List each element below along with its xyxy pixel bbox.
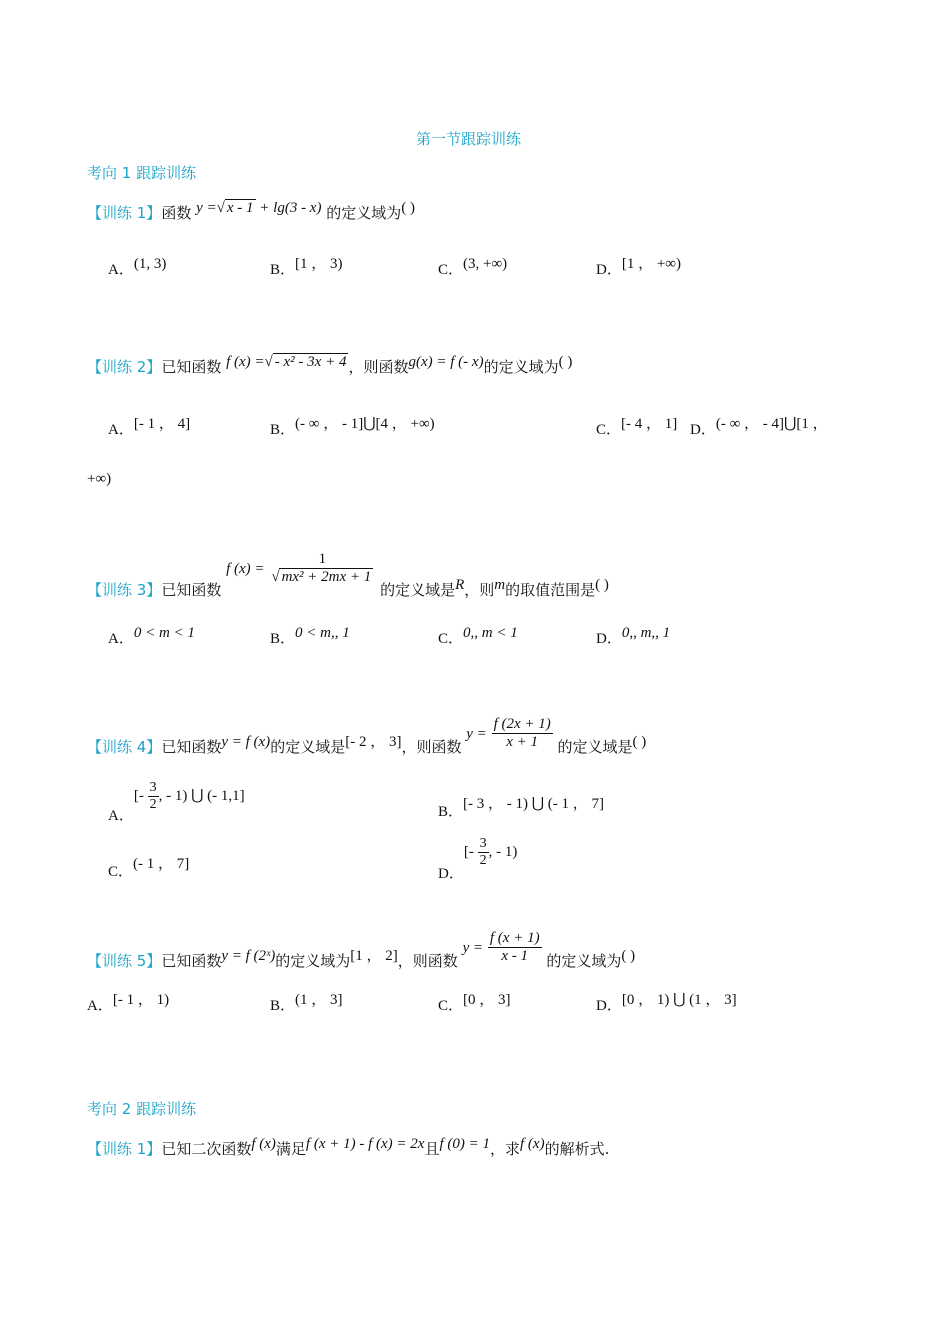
question-tag: 【训练 5】 bbox=[87, 951, 162, 970]
option-d[interactable]: D．[0 ， 1) ⋃ (1 ， 3] bbox=[596, 992, 737, 1014]
answer-blank: ( ) bbox=[621, 947, 636, 964]
question-tag: 【训练 1】 bbox=[87, 1140, 162, 1158]
question-text: 函数 bbox=[161, 204, 192, 222]
formula: R bbox=[455, 576, 465, 593]
formula: g(x) = f (- x) bbox=[408, 354, 484, 370]
question-text: 且 bbox=[424, 1140, 440, 1158]
answer-blank: ( ) bbox=[558, 354, 573, 370]
question-text: 已知函数 bbox=[161, 951, 222, 970]
option-b[interactable]: B．(- ∞ ， - 1]⋃[4 ， +∞) bbox=[270, 416, 435, 438]
option-c[interactable]: C．(3, +∞) bbox=[438, 256, 508, 278]
question-text: ，求 bbox=[490, 1140, 521, 1158]
question-text: ，则函数 bbox=[401, 737, 462, 756]
option-a[interactable]: A．[- 1 ， 1) bbox=[87, 992, 170, 1014]
question-text: 的定义域为 bbox=[326, 204, 402, 222]
question-text: 的定义域为 bbox=[483, 358, 559, 376]
question-text: 的定义域为 bbox=[275, 951, 351, 970]
formula: y = bbox=[466, 725, 487, 742]
option-b[interactable]: B．0 < m,, 1 bbox=[270, 625, 350, 647]
formula: f (x) bbox=[251, 1136, 276, 1152]
question-5 bbox=[87, 928, 636, 970]
option-d[interactable]: D．0,, m,, 1 bbox=[596, 625, 671, 647]
question-text: ，则函数 bbox=[348, 358, 409, 376]
option-a[interactable]: A．(1, 3) bbox=[108, 256, 167, 278]
formula: [- 2 ， 3] bbox=[345, 733, 402, 750]
formula: y = f (x) bbox=[221, 733, 271, 750]
formula: f (x) =√ - x² - 3x + 4 bbox=[226, 354, 347, 370]
option-c[interactable]: C．0,, m < 1 bbox=[438, 625, 518, 647]
option-a[interactable]: A．0 < m < 1 bbox=[108, 625, 195, 647]
question-4 bbox=[87, 712, 647, 756]
option-b[interactable]: B．[1 ， 3) bbox=[270, 256, 343, 278]
question-tag: 【训练 2】 bbox=[87, 358, 162, 376]
option-d[interactable]: D．(- ∞ ， - 4]⋃[1 ， bbox=[690, 416, 828, 438]
answer-blank: ( ) bbox=[595, 576, 609, 593]
option-a[interactable]: A．[- $\frac{3}{2}$ , - 1) ⋃ (- 1,1] bbox=[108, 780, 245, 824]
question-3 bbox=[87, 545, 609, 599]
option-d[interactable]: D．[- $\frac{3}{2}$ , - 1) bbox=[438, 836, 518, 882]
question-tag: 【训练 4】 bbox=[87, 737, 162, 756]
question-tag: 【训练 1】 bbox=[87, 204, 162, 222]
option-b[interactable]: B．[- 3 ， - 1) ⋃ (- 1 ， 7] bbox=[438, 796, 605, 820]
formula-fraction: $\frac{1}{\text{√ mx² + 2mx + 1}}$ bbox=[271, 551, 372, 585]
option-d-continued: +∞) bbox=[87, 471, 112, 487]
question-text: 的定义域是 bbox=[557, 737, 633, 756]
question-text: ，则函数 bbox=[397, 951, 458, 970]
formula: y =√ x - 1 + lg(3 - x) bbox=[196, 200, 322, 216]
question-text: 的取值范围是 bbox=[505, 580, 596, 599]
question-text: 已知函数 bbox=[161, 358, 222, 376]
formula: f (x + 1) - f (x) = 2x bbox=[305, 1136, 425, 1152]
question-text: 的定义域为 bbox=[546, 951, 622, 970]
question-text: 已知函数 bbox=[161, 737, 222, 756]
answer-blank: ( ) bbox=[401, 200, 416, 216]
section-heading-2: 考向 2 跟踪训练 bbox=[87, 1100, 197, 1118]
formula: [1 ， 2] bbox=[350, 947, 398, 964]
formula: f (x) = bbox=[226, 560, 265, 577]
formula-fraction: $\frac{f (x + 1)}{x - 1}$ bbox=[489, 930, 540, 964]
question-tag: 【训练 3】 bbox=[87, 580, 162, 599]
question-2 bbox=[87, 356, 572, 377]
formula: m bbox=[494, 576, 506, 593]
page-title: 第一节跟踪训练 bbox=[416, 130, 522, 148]
question-1 bbox=[87, 202, 415, 223]
question-text: 满足 bbox=[275, 1140, 306, 1158]
formula-fraction: $\frac{f (2x + 1)}{x + 1}$ bbox=[493, 716, 551, 750]
answer-blank: ( ) bbox=[632, 733, 647, 750]
question-text: 已知函数 bbox=[161, 580, 222, 599]
option-d[interactable]: D．[1 ， +∞) bbox=[596, 256, 681, 278]
question-6 bbox=[87, 1138, 609, 1159]
question-text: ，则 bbox=[464, 580, 495, 599]
question-text: 的定义域是 bbox=[270, 737, 346, 756]
option-c[interactable]: C．[0 ， 3] bbox=[438, 992, 511, 1014]
question-text: 的解析式. bbox=[544, 1140, 610, 1158]
section-heading-1: 考向 1 跟踪训练 bbox=[87, 164, 197, 182]
formula: f (0) = 1 bbox=[439, 1136, 490, 1152]
option-c[interactable]: C．[- 4 ， 1] bbox=[596, 416, 678, 438]
formula: y = bbox=[462, 939, 484, 956]
question-text: 的定义域是 bbox=[380, 580, 456, 599]
question-text: 已知二次函数 bbox=[161, 1140, 252, 1158]
option-c[interactable]: C．(- 1 ， 7] bbox=[108, 856, 190, 880]
option-b[interactable]: B．(1 ， 3] bbox=[270, 992, 343, 1014]
option-a[interactable]: A．[- 1 ， 4] bbox=[108, 416, 191, 438]
formula: f (x) bbox=[520, 1136, 545, 1152]
formula: y = f (2ˣ) bbox=[221, 947, 276, 964]
